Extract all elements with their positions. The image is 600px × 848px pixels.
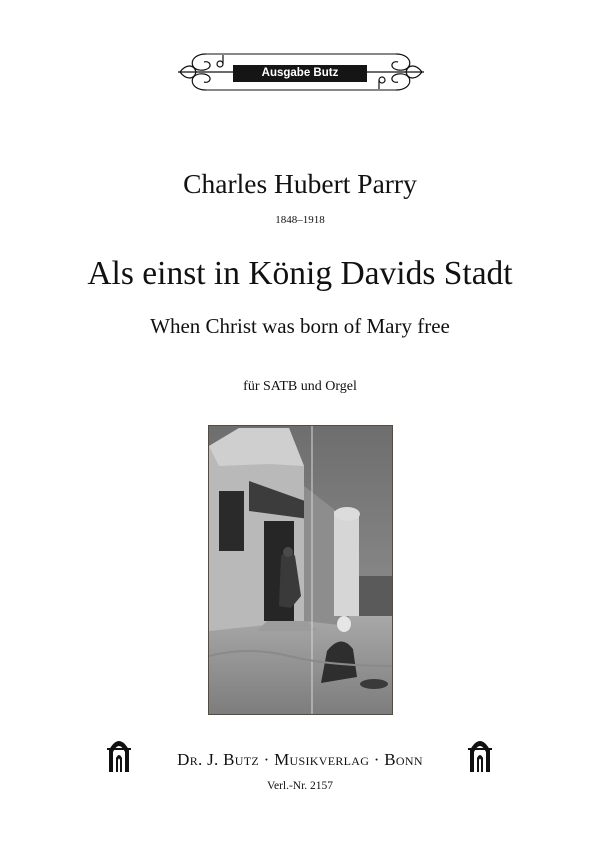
catalog-number: Verl.-Nr. 2157 — [266, 780, 334, 792]
publisher-line — [0, 750, 600, 770]
publisher-house: Musikverlag — [274, 750, 370, 769]
cover-painting — [208, 425, 393, 715]
gothic-arch-logo-icon — [468, 734, 492, 772]
page-title: Als einst in König Davids Stadt — [87, 255, 513, 292]
publisher-city: Bonn — [384, 750, 423, 769]
edition-label: Ausgabe Butz — [233, 65, 367, 82]
page-subtitle: When Christ was born of Mary free — [150, 314, 450, 338]
publisher-name: Dr. J. Butz — [177, 750, 260, 769]
composer-dates: 1848–1918 — [275, 214, 325, 226]
publisher-separator: · — [373, 750, 380, 769]
publisher-separator: · — [263, 750, 270, 769]
scoring-text: für SATB und Orgel — [243, 379, 357, 394]
composer-name: Charles Hubert Parry — [183, 168, 417, 199]
